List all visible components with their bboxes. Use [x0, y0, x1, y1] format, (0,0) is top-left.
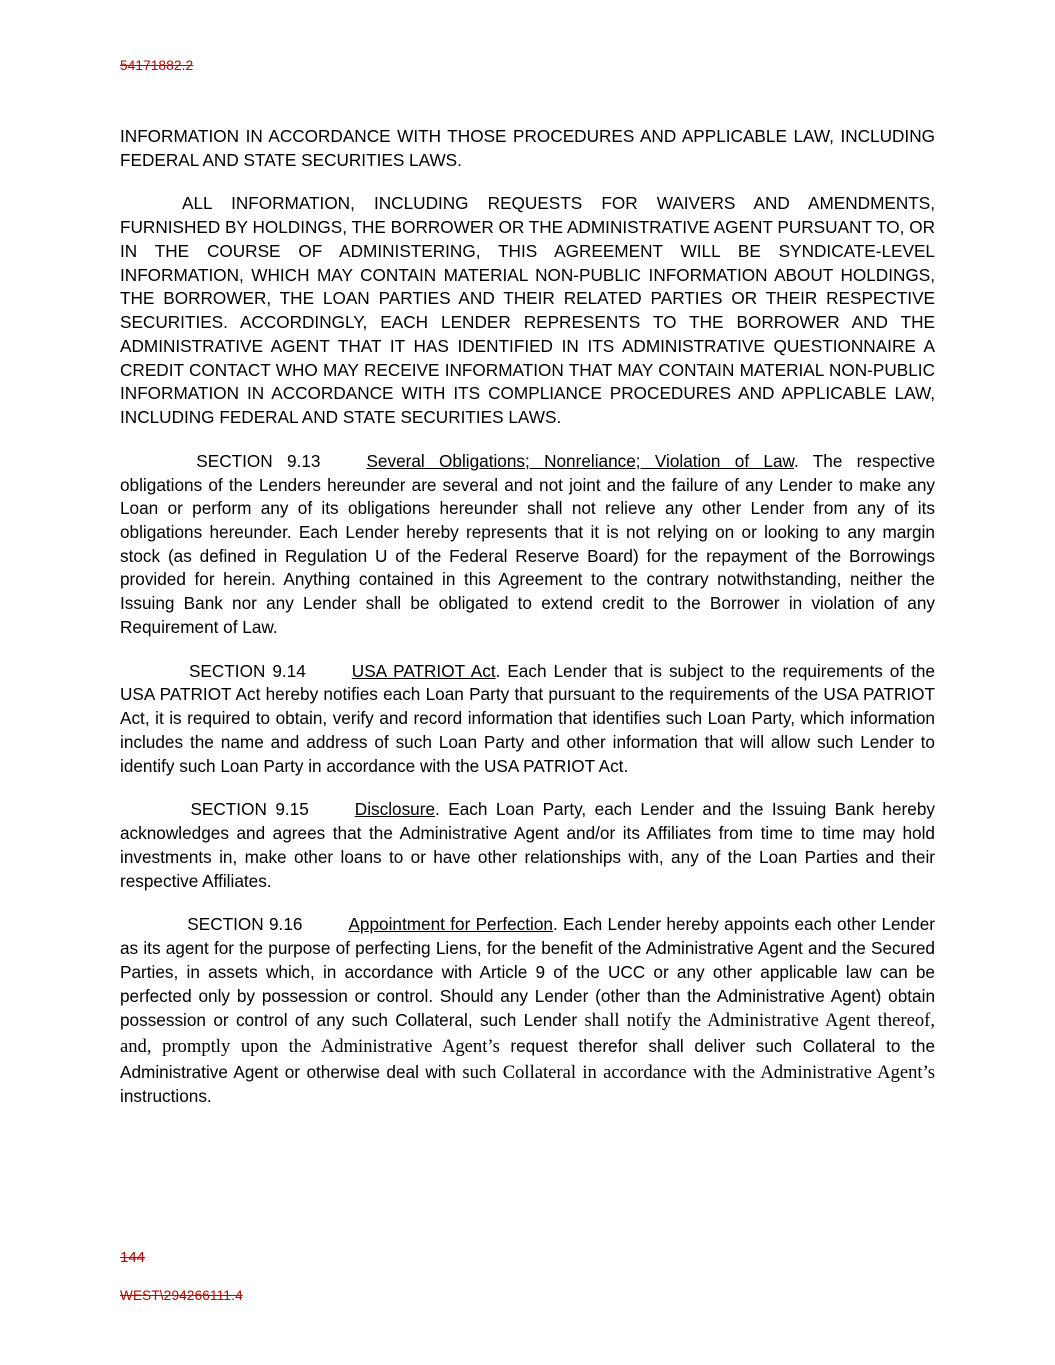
section-9-14-number: SECTION 9.14 — [188, 660, 306, 681]
header-document-stamp: 54171882.2 — [120, 58, 194, 73]
section-9-15-paragraph — [120, 798, 935, 893]
section-9-13-heading: Several Obligations; Nonreliance; Violation of Law — [366, 450, 794, 471]
paragraph-caps-continued: INFORMATION IN ACCORDANCE WITH THOSE PROCEDURES AND APPLICABLE LAW, INCLUDING FEDERAL AND STATE SECURITIES LAWS. — [120, 126, 935, 170]
section-9-16-heading: Appointment for Perfection — [348, 914, 553, 935]
section-9-13-paragraph — [120, 450, 935, 640]
section-9-15-heading: Disclosure — [354, 799, 436, 820]
page-number: 144 — [120, 1249, 146, 1266]
section-9-13-number: SECTION 9.13 — [196, 450, 321, 471]
footer-document-id: WEST\294266111.4 — [120, 1288, 243, 1303]
section-9-14-text: . Each Lender that is subject to the requirements of the USA PATRIOT Act hereby notifies each Loan Party that pursuant to the requirements of the USA PATRIOT Act, it is required to obtain, verify and record information that identifies such Loan Party, which information includes the name and address of such Loan Party and other information that will allow such Lender to identify such Loan Party in accordance with the USA PATRIOT Act. — [120, 660, 935, 776]
section-9-16-text-serif-3: such Collateral in accordance with the Administrative Agent’s — [462, 1061, 935, 1083]
section-9-15-number: SECTION 9.15 — [190, 799, 309, 820]
section-9-16-number: SECTION 9.16 — [187, 914, 303, 935]
section-9-13-text: . The respective obligations of the Lenders hereunder are several and not joint and the failure of any Lender to make any Loan or perform any of its obligations hereunder shall not relieve any other Lender from any of its obligations hereunder. Each Lender hereby represents that it is not relying on or looking to any margin stock (as defined in Regulation U of the Federal Reserve Board) for the repayment of the Borrowings provided for herein. Anything contained in this Agreement to the contrary notwithstanding, neither the Issuing Bank nor any Lender shall be obligated to extend credit to the Borrower in violation of any Requirement of Law. — [120, 450, 936, 637]
section-9-16-text-4: instructions. — [120, 1086, 212, 1107]
section-9-14-heading: USA PATRIOT Act — [351, 660, 496, 681]
section-9-16-text-serif-1: shall notify the Administrative Agent thereof, and, promptly upon the Administrative Agent’s — [120, 1010, 935, 1057]
section-9-14-paragraph — [120, 660, 935, 779]
section-9-16-text-2: request therefor shall deliver such Collateral to the Administrative Agent or otherwise deal with — [120, 1035, 936, 1082]
section-9-15-text: . Each Loan Party, each Lender and the Issuing Bank hereby acknowledges and agrees that the Administrative Agent and/or its Affiliates from time to time may hold investments in, make other loans to or have other relationships with, any of the Loan Parties and their respective Affiliates. — [120, 799, 935, 891]
section-9-16-paragraph — [120, 913, 935, 1109]
paragraph-caps-all-information: ALL INFORMATION, INCLUDING REQUESTS FOR WAIVERS AND AMENDMENTS, FURNISHED BY HOLDINGS, THE BORROWER OR THE ADMINISTRATIVE AGENT PURSUANT TO, OR IN THE COURSE OF ADMINISTERING, THIS AGREEMENT WILL BE SYNDICATE-LEVEL INFORMATION, WHICH MAY CONTAIN MATERIAL NON-PUBLIC INFORMATION ABOUT HOLDINGS, THE BORROWER, THE LOAN PARTIES AND THEIR RELATED PARTIES OR THEIR RESPECTIVE SECURITIES. ACCORDINGLY, EACH LENDER REPRESENTS TO THE BORROWER AND THE ADMINISTRATIVE AGENT THAT IT HAS IDENTIFIED IN ITS ADMINISTRATIVE QUESTIONNAIRE A CREDIT CONTACT WHO MAY RECEIVE INFORMATION THAT MAY CONTAIN MATERIAL NON-PUBLIC INFORMATION IN ACCORDANCE WITH ITS COMPLIANCE PROCEDURES AND APPLICABLE LAW, INCLUDING FEDERAL AND STATE SECURITIES LAWS. — [120, 193, 935, 428]
page-footer — [120, 1249, 243, 1365]
section-9-16-text: . Each Lender hereby appoints each other Lender as its agent for the purpose of perfecting Liens, for the benefit of the Administrative Agent and the Secured Parties, in assets which, in accordance with Article 9 of the UCC or any other applicable law can be perfected only by possession or control. Should any Lender (other than the Administrative Agent) obtain possession or control of any such Collateral, such Lender — [120, 914, 935, 1031]
